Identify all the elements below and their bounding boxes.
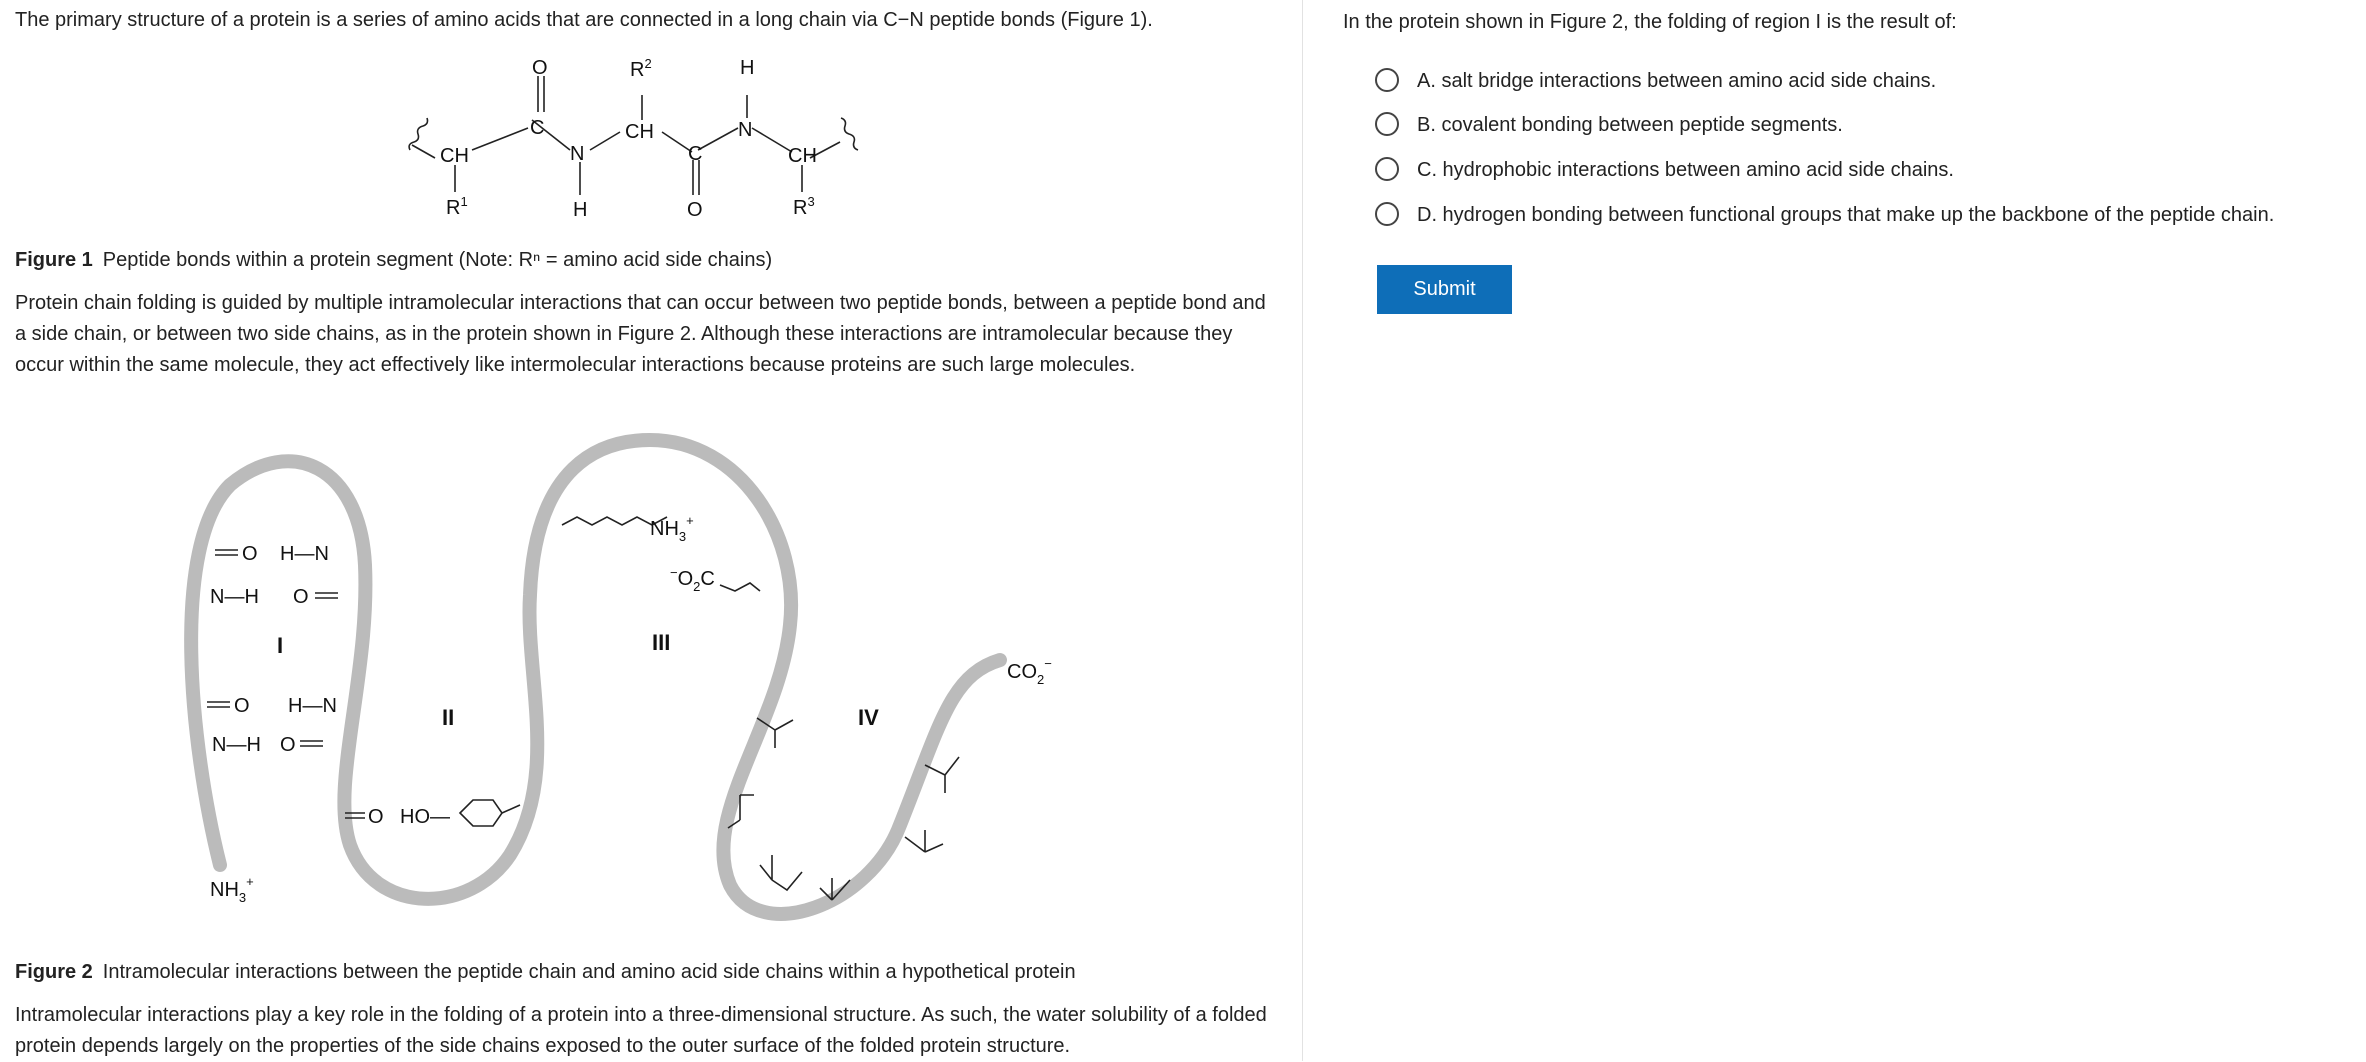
fig2-c-terminus: $CO_2^-$ (1007, 656, 1052, 687)
fig1-oxygen-top: O (532, 57, 548, 79)
figure-1-caption: Figure 1 Peptide bonds within a protein segment (Note: Rⁿ = amino acid side chains) (15, 249, 773, 271)
submit-button[interactable]: Submit (1377, 265, 1512, 314)
fig2-amide-nh-1: N—H (210, 586, 259, 608)
radio-button-d[interactable] (1375, 202, 1399, 226)
fig2-carbonyl-oxygen-1: O (242, 543, 258, 565)
answer-option-c-label[interactable]: C. hydrophobic interactions between amino acid side chains. (1417, 159, 1954, 181)
fig2-carbonyl-oxygen-5: O (368, 806, 384, 828)
fig2-carbonyl-oxygen-4: O (280, 734, 296, 756)
fig1-ch-1: CH (440, 145, 469, 167)
fig2-amide-hn-2: H—N (288, 695, 337, 717)
fig2-amide-nh-2: N—H (212, 734, 261, 756)
answer-option-b[interactable] (1375, 110, 2366, 140)
fig1-r3: $R^3$ (793, 194, 815, 219)
fig1-carbon-1: C (530, 117, 545, 139)
figure-1-peptide-structure (380, 50, 900, 230)
fig2-amide-hn-1: H—N (280, 543, 329, 565)
fig1-hydrogen-top: H (740, 57, 755, 79)
fig2-n-terminus: $NH_3^+$ (210, 874, 254, 905)
answer-option-d[interactable] (1375, 200, 2366, 230)
figure-2-folded-protein (180, 425, 1140, 945)
fig2-region-3-label: III (652, 630, 671, 655)
fig2-carboxylate-side-chain: $^-O_2C$ (670, 565, 715, 594)
fig2-carbonyl-oxygen-3: O (234, 695, 250, 717)
fig2-region-4-label: IV (858, 705, 879, 730)
radio-button-a[interactable] (1375, 68, 1399, 92)
fig2-hydroxyl-ho: HO— (400, 806, 450, 828)
answer-option-b-label[interactable]: B. covalent bonding between peptide segments. (1417, 114, 1843, 136)
radio-button-c[interactable] (1375, 157, 1399, 181)
figure-2-caption: Figure 2 Intramolecular interactions between the peptide chain and amino acid side chains within a hypothetical protein (15, 961, 1076, 983)
passage-paragraph-2: Protein chain folding is guided by multiple intramolecular interactions that can occur between two peptide bonds, between a peptide bond and a side chain, or between two side chains, as in the protein shown in Figure 2. Although these interactions are intramolecular because they occur within the same molecule, they act effectively like intermolecular interactions because proteins are such large molecules. (15, 292, 1266, 376)
passage-paragraph-1: The primary structure of a protein is a series of amino acids that are connected in a long chain via C−N peptide bonds (Figure 1). (15, 9, 1153, 31)
fig2-ammonium-side-chain: $NH_3^+$ (650, 513, 694, 544)
answer-option-d-label[interactable]: D. hydrogen bonding between functional groups that make up the backbone of the peptide chain. (1417, 204, 2275, 226)
answer-option-a[interactable] (1375, 66, 2366, 96)
fig1-r2: $R^2$ (630, 56, 652, 81)
fig1-nitrogen-1: N (570, 143, 585, 165)
question-panel (1303, 0, 2366, 1061)
fig1-ch-3: CH (788, 145, 817, 167)
answer-option-a-label[interactable]: A. salt bridge interactions between amino acid side chains. (1417, 70, 1937, 92)
fig1-carbon-2: C (688, 143, 703, 165)
radio-button-b[interactable] (1375, 112, 1399, 136)
fig2-carbonyl-oxygen-2: O (293, 586, 309, 608)
passage-paragraph-3: Intramolecular interactions play a key role in the folding of a protein into a three-dimensional structure. As such, the water solubility of a folded protein depends largely on the properties of the side chains exposed to the outer surface of the folded protein structure. (15, 1004, 1267, 1057)
protein-backbone-chain (191, 440, 1000, 914)
fig1-nitrogen-2: N (738, 119, 753, 141)
fig1-ch-2: CH (625, 121, 654, 143)
question-stem: In the protein shown in Figure 2, the folding of region I is the result of: (1343, 11, 1957, 33)
answer-option-c[interactable] (1375, 155, 2366, 185)
fig1-oxygen-bottom: O (687, 199, 703, 221)
fig2-region-2-label: II (442, 705, 455, 730)
fig2-region-1-label: I (277, 633, 284, 658)
fig1-r1: $R^1$ (446, 194, 468, 219)
fig1-hydrogen-bottom: H (573, 199, 588, 221)
